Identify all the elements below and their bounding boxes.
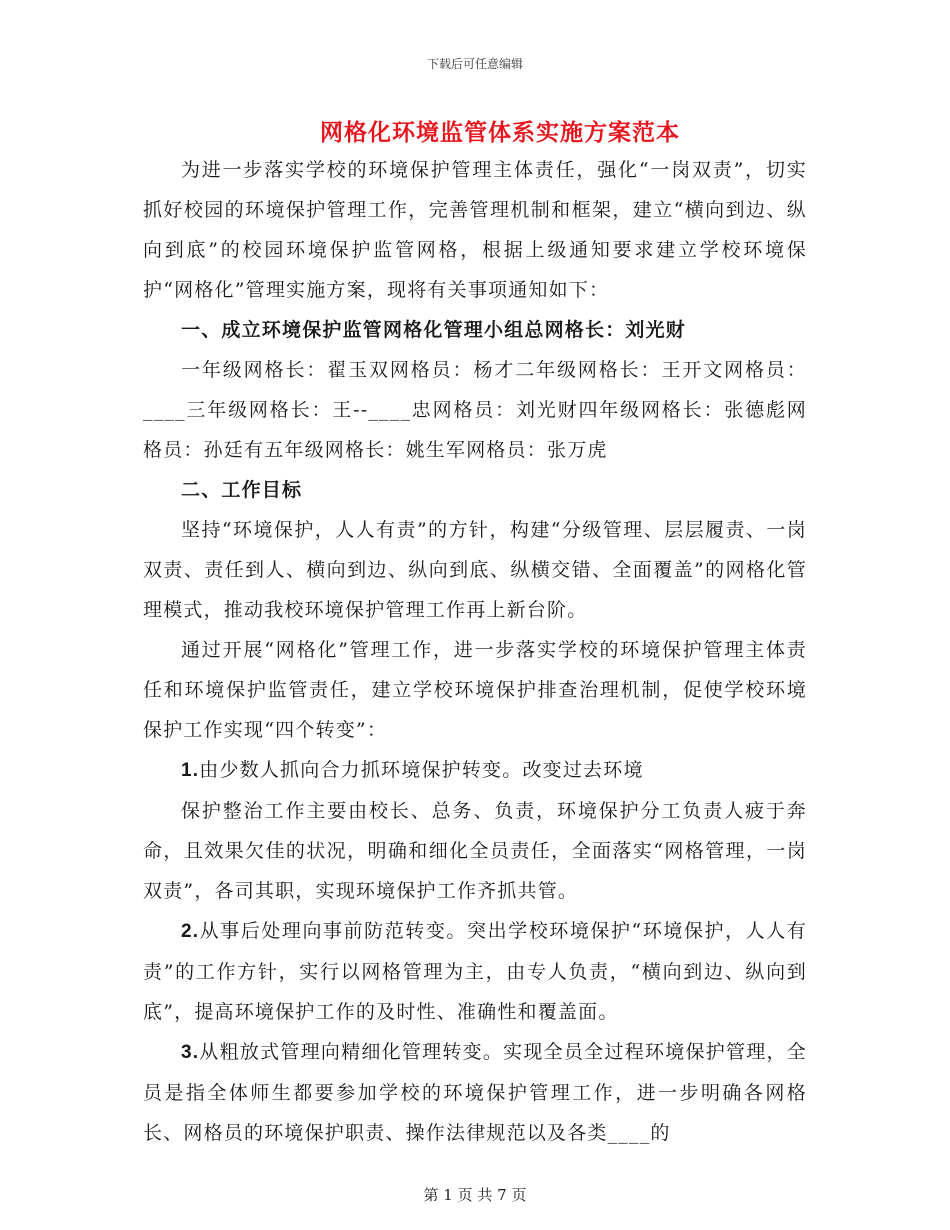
document-title: 网格化环境监管体系实施方案范本	[320, 119, 680, 146]
header-note: 下载后可任意编辑	[426, 57, 523, 71]
item-1-body: 保护整治工作主要由校长、总务、负责，环境保护分工负责人疲于奔命，且效果欠佳的状况，明确和细化全员责任，全面落实“网格管理，一岗双责”，各司其职，实现环境保护工作齐抓共管。	[143, 800, 807, 902]
section1-body: 一年级网格长：翟玉双网格员：杨才二年级网格长：王开文网格员：____三年级网格长：王--____忠网格员：刘光财四年级网格长：张德彪网格员：孙廷有五年级网格长：姚生军网格员：张万虎	[143, 359, 807, 461]
section2-paragraph-1: 坚持“环境保护，人人有责”的方针，构建“分级管理、层层履责、一岗双责、责任到人、横向到边、纵向到底、纵横交错、全面覆盖”的网格化管理模式，推动我校环境保护管理工作再上新台阶。	[143, 519, 807, 621]
item-1-number: 1.	[181, 760, 200, 781]
section2-paragraph-2: 通过开展“网格化”管理工作，进一步落实学校的环境保护管理主体责任和环境保护监管责任，建立学校环境保护排查治理机制，促使学校环境保护工作实现“四个转变”：	[143, 639, 807, 741]
item-2-number: 2.	[181, 921, 200, 942]
item-2-paragraph	[143, 911, 807, 1032]
item-3-text: 从粗放式管理向精细化管理转变。实现全员全过程环境保护管理，全员是指全体师生都要参加学校的环境保护管理工作，进一步明确各网格长、网格员的环境保护职责、操作法律规范以及各类____的	[143, 1041, 807, 1144]
item-2-text: 从事后处理向事前防范转变。突出学校环境保护“环境保护，人人有责”的工作方针，实行以网格管理为主，由专人负责，“横向到边、纵向到底”，提高环境保护工作的及时性、准确性和覆盖面。	[143, 920, 807, 1023]
item-1-title-line	[143, 750, 807, 791]
item-3-number: 3.	[181, 1042, 200, 1063]
item-3-paragraph	[143, 1032, 807, 1153]
section1-heading: 一、成立环境保护监管网格化管理小组总网格长：刘光财	[181, 319, 687, 341]
item-1-title: 由少数人抓向合力抓环境保护转变。改变过去环境	[199, 759, 644, 781]
section2-heading: 二、工作目标	[181, 479, 303, 501]
document-body	[143, 150, 807, 1153]
intro-paragraph: 为进一步落实学校的环境保护管理主体责任，强化“一岗双责”，切实抓好校园的环境保护管理工作，完善管理机制和框架，建立“横向到边、纵向到底”的校园环境保护监管网格，根据上级通知要求建立学校环境保护“网格化”管理实施方案，现将有关事项通知如下：	[143, 159, 807, 301]
page-footer: 第 1 页 共 7 页	[423, 1186, 527, 1204]
